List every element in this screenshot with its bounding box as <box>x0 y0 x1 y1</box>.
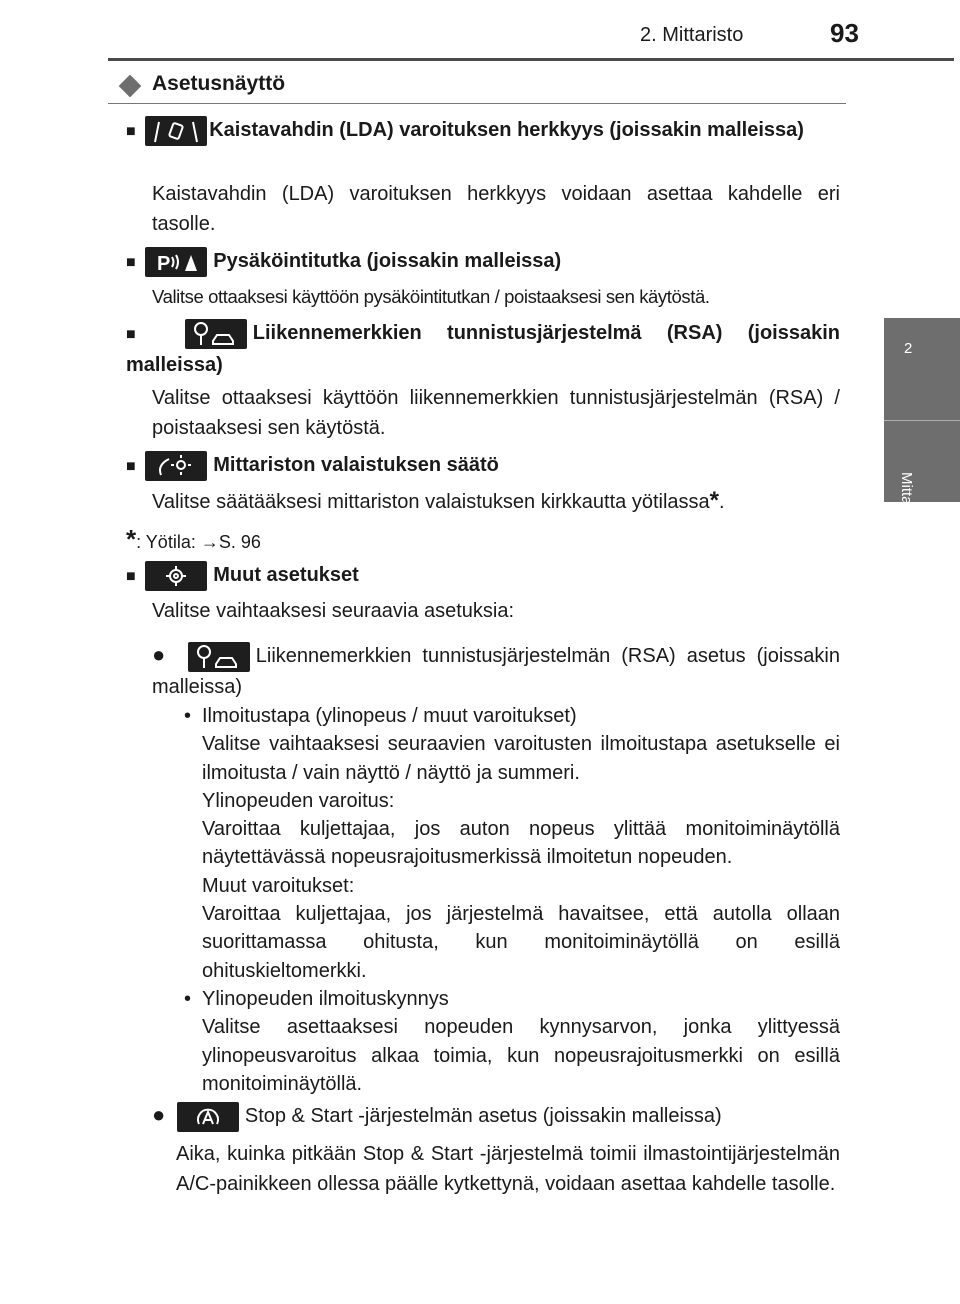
item-lda-heading <box>126 115 840 147</box>
lane-departure-icon <box>145 116 207 146</box>
bullet-notification-mode <box>178 702 840 985</box>
chapter-title: 2. Mittaristo <box>640 24 744 46</box>
square-bullet-icon: ■ <box>126 123 136 140</box>
bullet-line: Varoittaa kuljettajaa, jos järjestelmä havaitsee, että autolla ollaan suorittamassa ohitusta, kun monitoiminäytöllä on esillä ohituskieltomerkki. <box>202 903 840 982</box>
bullet-dot-icon: • <box>184 705 192 727</box>
sub-stop-start-title: Stop & Start -järjestelmän asetus (joissakin malleissa) <box>244 1105 722 1127</box>
item-lda-body: Kaistavahdin (LDA) varoituksen herkkyys voidaan asettaa kahdelle eri tasolle. <box>152 183 840 235</box>
bullet-line: Muut varoitukset: <box>202 874 355 897</box>
round-bullet-icon: ● <box>152 642 171 667</box>
illumination-body-end: . <box>719 491 725 513</box>
side-tab-number: 2 <box>904 340 913 357</box>
item-rsa-body: Valitse ottaaksesi käyttöön liikennemerkkien tunnistusjärjestelmän (RSA) / poistaaksesi sen käytöstä. <box>152 387 840 439</box>
item-illumination-title: Mittariston valaistuksen säätö <box>213 454 499 476</box>
bullet-line: Ylinopeuden varoitus: <box>202 789 395 812</box>
bullet-speed-threshold <box>178 985 840 1098</box>
item-rsa-heading <box>126 318 840 380</box>
item-lda-title: Kaistavahdin (LDA) varoituksen herkkyys (joissakin malleissa) <box>209 119 804 141</box>
item-other-title: Muut asetukset <box>213 564 359 586</box>
brightness-icon <box>145 451 207 481</box>
footnote-star: * <box>126 524 137 554</box>
illumination-body-text: Valitse säätääksesi mittariston valaistuksen kirkkautta yötilassa <box>152 491 710 513</box>
bullet-title: Ilmoitustapa (ylinopeus / muut varoitukset) <box>202 705 577 727</box>
item-parking-heading <box>126 246 840 278</box>
bullet-line: Varoittaa kuljettajaa, jos auton nopeus ylittää monitoiminäytöllä näytettävässä nopeusrajoitusmerkissä ilmoitetun nopeuden. <box>202 818 840 869</box>
gear-icon <box>145 561 207 591</box>
parking-sensor-icon <box>145 247 207 277</box>
item-illumination-heading <box>126 450 840 482</box>
item-illumination-body <box>152 486 840 517</box>
item-other-body: Valitse vaihtaaksesi seuraavia asetuksia: <box>152 600 515 622</box>
square-bullet-icon: ■ <box>126 568 136 585</box>
square-bullet-icon: ■ <box>126 458 136 475</box>
square-bullet-icon: ■ <box>126 326 156 343</box>
page-number: 93 <box>830 18 859 48</box>
section-rule <box>108 103 846 104</box>
square-bullet-icon: ■ <box>126 254 136 271</box>
auto-stop-start-icon <box>177 1102 239 1132</box>
side-tab-label: Mittaristo <box>898 472 915 533</box>
bullet-line: Valitse asettaaksesi nopeuden kynnysarvon, jonka ylittyessä ylinopeusvaroitus alkaa toimia, kun nopeusrajoitusmerkki on esillä monitoiminäytöllä. <box>202 1016 840 1095</box>
item-parking-title: Pysäköintitutka (joissakin malleissa) <box>213 250 562 272</box>
sub-rsa-title: Liikennemerkkien tunnistusjärjestelmän (RSA) asetus (joissakin malleissa) <box>152 645 840 698</box>
chapter-side-tab <box>884 318 960 502</box>
footnote <box>126 524 261 555</box>
road-sign-icon <box>188 642 250 672</box>
road-sign-icon <box>185 319 247 349</box>
section-title: Asetusnäyttö <box>152 72 286 95</box>
item-rsa-title: Liikennemerkkien tunnistusjärjestelmä (RSA) (joissakin malleissa) <box>126 322 840 376</box>
diamond-bullet-icon <box>119 75 142 98</box>
footnote-text: : Yötila: →S. 96 <box>136 532 261 552</box>
sub-stop-start-body: Aika, kuinka pitkään Stop & Start -järjestelmä toimii ilmastointijärjestelmän A/C-painikkeen ollessa päälle kytkettynä, voidaan asettaa kahdelle tasolle. <box>176 1143 840 1195</box>
footnote-mark: * <box>709 487 719 514</box>
sub-stop-start-heading <box>152 1100 840 1132</box>
side-tab-divider <box>884 420 960 421</box>
item-other-heading <box>126 560 840 592</box>
sub-rsa-heading <box>152 640 840 702</box>
header-rule <box>108 58 954 61</box>
sub-rsa-bullets <box>178 702 840 1098</box>
item-parking-body: Valitse ottaaksesi käyttöön pysäköintitutkan / poistaaksesi sen käytöstä. <box>152 286 710 307</box>
bullet-title: Ylinopeuden ilmoituskynnys <box>202 987 449 1010</box>
bullet-dot-icon: • <box>184 987 192 1010</box>
svg-text:P: P <box>157 252 171 275</box>
round-bullet-icon: ● <box>152 1102 166 1127</box>
bullet-line: Valitse vaihtaaksesi seuraavien varoitusten ilmoitustapa asetukselle ei ilmoitusta / vain näyttö / näyttö ja summeri. <box>202 733 840 784</box>
